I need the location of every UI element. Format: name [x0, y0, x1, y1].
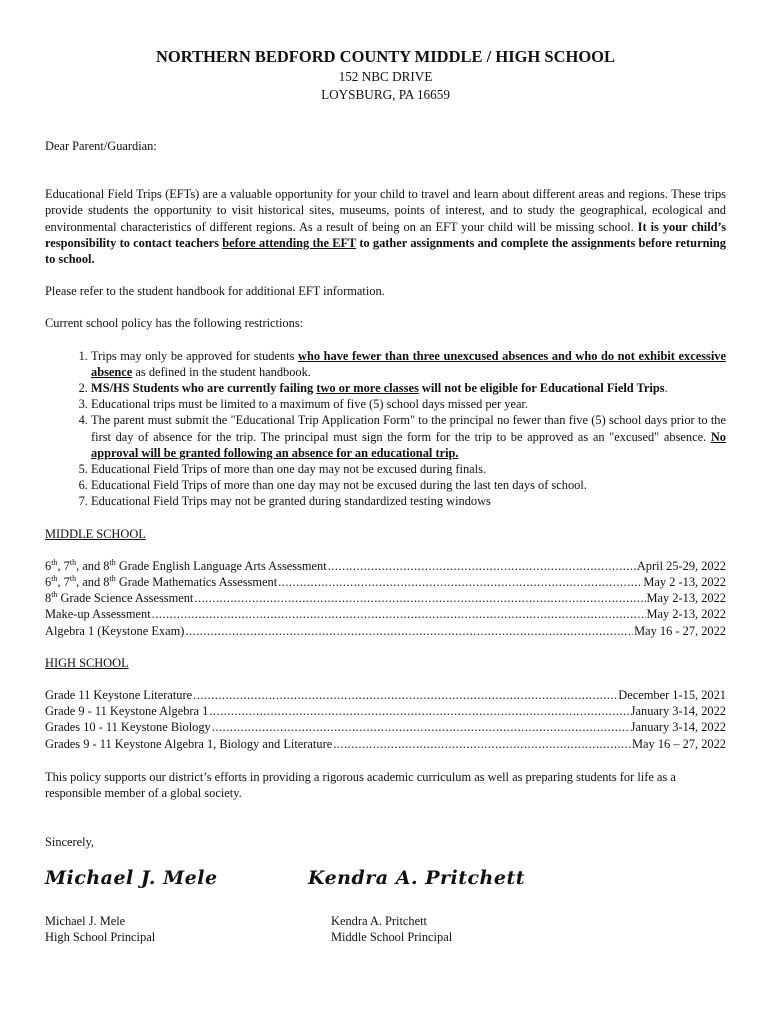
- schedule-label: 8th Grade Science Assessment: [45, 590, 194, 606]
- intro-text: Educational Field Trips (EFTs) are a valuable opportunity for your child to travel and learn about different areas and regions. These trips provide students the opportunity to visit historical sites, museums, points of interest, and to study the geographical, ecological and environmental characteristics of different regions. As a result of being on an EFT your child will be missing school.: [45, 187, 726, 234]
- schedule-label: 6th, 7th, and 8th Grade English Language Arts Assessment: [45, 557, 327, 573]
- leader-dots: [209, 703, 629, 719]
- restriction-text: will not be eligible for Educational Field Trips: [418, 381, 665, 396]
- restrictions-list: [45, 348, 726, 510]
- letter-page: [45, 46, 726, 985]
- schedule-date: April 25-29, 2022: [636, 558, 726, 573]
- restriction-item: [91, 412, 726, 461]
- schedule-row: [45, 623, 726, 639]
- leader-dots: [152, 606, 646, 622]
- handwritten-signature: Kendra A. Pritchett: [308, 866, 526, 889]
- signer-title: Middle School Principal: [331, 929, 453, 944]
- leader-dots: [278, 574, 642, 590]
- restriction-item: 7. Educational Field Trips may not be granted during standardized testing windows: [91, 493, 726, 509]
- schedule-date: May 2-13, 2022: [646, 591, 726, 606]
- signature-high-school-principal: [45, 865, 218, 945]
- restriction-text: The parent must submit the "Educational Trip Application Form" to the principal no fewer than five (5) school days prior to the first day of absence for the trip. The principal must sign the form for the trip to be approved as an "excused" absence.: [91, 413, 726, 444]
- restriction-item: 5. Educational Field Trips of more than one day may not be excused during finals.: [91, 461, 726, 477]
- leader-dots: [193, 687, 617, 703]
- high-school-schedule: [45, 687, 726, 752]
- schedule-label: Make-up Assessment: [45, 607, 151, 622]
- restriction-item: 3. Educational trips must be limited to a maximum of five (5) school days missed per year.: [91, 396, 726, 412]
- schedule-label: Grades 9 - 11 Keystone Algebra 1, Biology and Literature: [45, 736, 333, 751]
- leader-dots: [194, 590, 645, 606]
- restriction-emphasis: two or more classes: [316, 381, 419, 396]
- school-name: NORTHERN BEDFORD COUNTY MIDDLE / HIGH SCHOOL: [155, 47, 616, 66]
- schedule-date: January 3-14, 2022: [630, 720, 726, 735]
- leader-dots: [185, 623, 633, 639]
- schedule-label: Grade 9 - 11 Keystone Algebra 1: [45, 704, 209, 719]
- leader-dots: [333, 736, 631, 752]
- address-line-1: 152 NBC DRIVE: [338, 69, 433, 84]
- schedule-row: [45, 687, 726, 703]
- intro-bold-underline: before attending the EFT: [222, 235, 357, 250]
- closing-paragraph: This policy supports our district’s efforts in providing a rigorous academic curriculum as well as preparing students for life as a responsible member of a global society.: [45, 769, 676, 801]
- restriction-text: MS/HS Students who are currently failing: [91, 381, 317, 396]
- restriction-text: as defined in the student handbook.: [132, 364, 311, 379]
- schedule-date: May 16 - 27, 2022: [634, 623, 726, 638]
- schedule-row: [45, 736, 726, 752]
- schedule-date: May 2 -13, 2022: [643, 575, 726, 590]
- schedule-row: [45, 719, 726, 735]
- schedule-label: Grade 11 Keystone Literature: [45, 688, 193, 703]
- handbook-note: Please refer to the student handbook for additional EFT information.: [45, 284, 385, 299]
- policy-intro: Current school policy has the following restrictions:: [45, 316, 304, 331]
- intro-paragraph: [45, 186, 726, 267]
- salutation: Dear Parent/Guardian:: [45, 139, 157, 153]
- signer-name: Michael J. Mele: [45, 913, 126, 928]
- intro-bold-2: to gather assignments and complete the assignments before returning to school.: [45, 235, 726, 267]
- schedule-date: January 3-14, 2022: [630, 704, 726, 719]
- high-school-heading: HIGH SCHOOL: [45, 655, 129, 670]
- schedule-date: May 16 – 27, 2022: [632, 736, 726, 751]
- signer-title: High School Principal: [45, 929, 156, 944]
- letterhead: [45, 46, 726, 104]
- schedule-label: Grades 10 - 11 Keystone Biology: [45, 720, 211, 735]
- signature-middle-school-principal: [308, 865, 525, 945]
- middle-school-heading: MIDDLE SCHOOL: [45, 526, 146, 541]
- restriction-item: [91, 348, 726, 380]
- restriction-emphasis: No approval will be granted following an absence for an educational trip.: [91, 429, 726, 460]
- schedule-label: 6th, 7th, and 8th Grade Mathematics Assessment: [45, 573, 278, 590]
- middle-school-schedule: [45, 558, 726, 639]
- schedule-row: [45, 606, 726, 622]
- signer-name: Kendra A. Pritchett: [331, 913, 428, 928]
- schedule-date: December 1-15, 2021: [618, 688, 726, 703]
- signature-block: [45, 865, 726, 985]
- schedule-row: [45, 558, 726, 574]
- restriction-emphasis: who have fewer than three unexcused absences and who do not exhibit excessive absence: [91, 348, 726, 379]
- restriction-text: .: [664, 381, 668, 396]
- schedule-label: Algebra 1 (Keystone Exam): [45, 623, 185, 638]
- schedule-row: [45, 590, 726, 606]
- restriction-item: [91, 380, 726, 396]
- intro-bold-1: It is your child’s responsibility to contact teachers: [45, 219, 727, 250]
- restriction-text: Trips may only be approved for students: [91, 348, 298, 363]
- leader-dots: [328, 558, 636, 574]
- schedule-row: [45, 574, 726, 590]
- leader-dots: [212, 719, 630, 735]
- sign-off: Sincerely,: [45, 835, 95, 850]
- schedule-row: [45, 703, 726, 719]
- restriction-item: 6. Educational Field Trips of more than one day may not be excused during the last ten days of school.: [91, 477, 726, 493]
- schedule-date: May 2-13, 2022: [646, 607, 726, 622]
- address-line-2: LOYSBURG, PA 16659: [321, 87, 450, 102]
- handwritten-signature: Michael J. Mele: [45, 866, 218, 889]
